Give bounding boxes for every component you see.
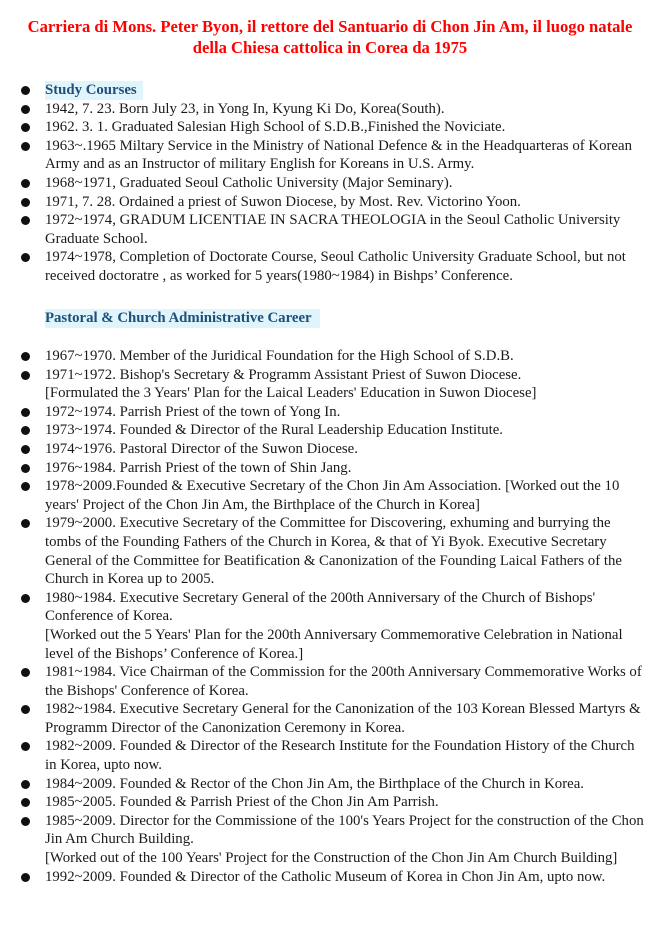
bullet-icon xyxy=(21,873,30,882)
bullet-icon xyxy=(21,123,30,132)
bullet-icon xyxy=(21,594,30,603)
list-item xyxy=(21,403,646,422)
list-item-text: 1985~2009. Director for the Commissione of the 100's Years Project for the construction of the Chon Jin Am Church Building. xyxy=(45,812,644,848)
list-item-text: 1980~1984. Executive Secretary General of the 200th Anniversary of the Church of Bishops' Conference of Korea. xyxy=(45,589,596,625)
list-item xyxy=(21,118,646,137)
list-item xyxy=(21,137,646,174)
list-item xyxy=(21,589,646,663)
bullet-icon xyxy=(21,352,30,361)
list-item xyxy=(21,793,646,812)
list-item-text: 1968~1971, Graduated Seoul Catholic University (Major Seminary). xyxy=(45,174,453,191)
list-item-text: 1974~1976. Pastoral Director of the Suwon Diocese. xyxy=(45,440,358,457)
list-item-text: 1992~2009. Founded & Director of the Catholic Museum of Korea in Chon Jin Am, upto now. xyxy=(45,868,606,885)
list-item xyxy=(21,193,646,212)
bullet-icon xyxy=(21,216,30,225)
bullet-icon xyxy=(21,426,30,435)
list-item-text: 1985~2005. Founded & Parrish Priest of the Chon Jin Am Parrish. xyxy=(45,794,439,811)
list-item-text: 1982~1984. Executive Secretary General for the Canonization of the 103 Korean Blessed Martyrs & Programm Director of the Canonization Ceremony in Korea. xyxy=(45,701,641,736)
bullet-icon xyxy=(21,705,30,714)
list-item xyxy=(21,347,646,366)
list-item-text: 1942, 7. 23. Born July 23, in Yong In, Kyung Ki Do, Korea(South). xyxy=(45,100,445,117)
bullet-icon xyxy=(21,445,30,454)
list-item-text: 1976~1984. Parrish Priest of the town of Shin Jang. xyxy=(45,459,352,476)
study-courses-heading: Study Courses xyxy=(45,81,143,100)
career-heading: Pastoral & Church Administrative Career xyxy=(45,309,320,328)
list-item-text: 1962. 3. 1. Graduated Salesian High School of S.D.B.,Finished the Noviciate. xyxy=(45,119,506,136)
list-item xyxy=(21,459,646,478)
bullet-icon xyxy=(21,408,30,417)
list-item xyxy=(21,248,646,285)
list-item xyxy=(21,737,646,774)
list-item-text: 1972~1974, GRADUM LICENTIAE IN SACRA THEOLOGIA in the Seoul Catholic University Graduate School. xyxy=(45,212,621,247)
list-item-text: 1974~1978, Completion of Doctorate Course, Seoul Catholic University Graduate School, but not received doctoratre , as worked for 5 years(1980~1984) in Bishps’ Conference. xyxy=(45,249,626,284)
bullet-icon xyxy=(21,668,30,677)
list-item xyxy=(21,421,646,440)
list-item-text: 1972~1974. Parrish Priest of the town of Yong In. xyxy=(45,403,341,420)
list-item-text: 1973~1974. Founded & Director of the Rural Leadership Education Institute. xyxy=(45,422,503,439)
list-item xyxy=(21,514,646,588)
bullet-icon xyxy=(21,817,30,826)
list-item-text: 1981~1984. Vice Chairman of the Commission for the 200th Anniversary Commemorative Works of the Bishops' Conference of Korea. xyxy=(45,664,642,699)
list-item-text: 1967~1970. Member of the Juridical Foundation for the High School of S.D.B. xyxy=(45,348,514,364)
list-item xyxy=(21,174,646,193)
study-courses-list xyxy=(21,81,646,286)
bullet-icon xyxy=(21,86,30,95)
list-item xyxy=(21,775,646,794)
bullet-icon xyxy=(21,142,30,151)
bullet-icon xyxy=(21,798,30,807)
list-item-text: 1978~2009.Founded & Executive Secretary of the Chon Jin Am Association. [Worked out the 10 years' Project of the Chon Jin Am, the Birthplace of the Church in Korea] xyxy=(45,478,620,513)
list-item-text: 1979~2000. Executive Secretary of the Committee for Discovering, exhuming and burrying the tombs of the Founding Fathers of the Church in Korea, & that of Yi Byok. Executive Secretary General of the Committee for Beatification & Canonization of the Founding Laical Fathers of the Church in Korea up to 2005. xyxy=(45,515,622,588)
bullet-icon xyxy=(21,780,30,789)
list-item xyxy=(21,100,646,119)
page-title: Carriera di Mons. Peter Byon, il rettore del Santuario di Chon Jin Am, il luogo natale della Chiesa cattolica in Corea da 1975 xyxy=(27,17,633,57)
bullet-icon xyxy=(21,371,30,380)
bullet-icon xyxy=(21,198,30,207)
list-item-note: [Worked out of the 100 Years' Project for the Construction of the Chon Jin Am Church Building] xyxy=(45,850,618,867)
list-item xyxy=(21,366,646,403)
list-item xyxy=(21,868,646,887)
list-item-text: 1963~.1965 Miltary Service in the Ministry of National Defence & in the Headquarteras of Korean Army and as an Instructor of military English for Koreans in U.S. Army. xyxy=(45,137,632,173)
bullet-icon xyxy=(21,179,30,188)
list-item xyxy=(21,440,646,459)
bullet-icon xyxy=(21,464,30,473)
list-item-text: 1971~1972. Bishop's Secretary & Programm Assistant Priest of Suwon Diocese. xyxy=(45,366,522,383)
list-item-text: 1984~2009. Founded & Rector of the Chon Jin Am, the Birthplace of the Church in Korea. xyxy=(45,775,584,792)
list-item xyxy=(21,812,646,868)
career-list xyxy=(21,347,646,886)
list-item-note: [Worked out the 5 Years' Plan for the 200th Anniversary Commemorative Celebration in National level of the Bishops’ Conference of Korea.] xyxy=(45,626,623,662)
list-item xyxy=(21,663,646,700)
list-item-note: [Formulated the 3 Years' Plan for the Laical Leaders' Education in Suwon Diocese] xyxy=(45,385,537,402)
bullet-icon xyxy=(21,105,30,114)
bullet-icon xyxy=(21,742,30,751)
list-item xyxy=(21,477,646,514)
list-item xyxy=(21,81,646,100)
bullet-icon xyxy=(21,519,30,528)
list-item xyxy=(21,700,646,737)
bullet-icon xyxy=(21,253,30,262)
list-item-text: 1971, 7. 28. Ordained a priest of Suwon Diocese, by Most. Rev. Victorino Yoon. xyxy=(45,193,521,210)
bullet-icon xyxy=(21,482,30,491)
list-item xyxy=(21,211,646,248)
list-item-text: 1982~2009. Founded & Director of the Research Institute for the Foundation History of the Church in Korea, upto now. xyxy=(45,738,635,774)
